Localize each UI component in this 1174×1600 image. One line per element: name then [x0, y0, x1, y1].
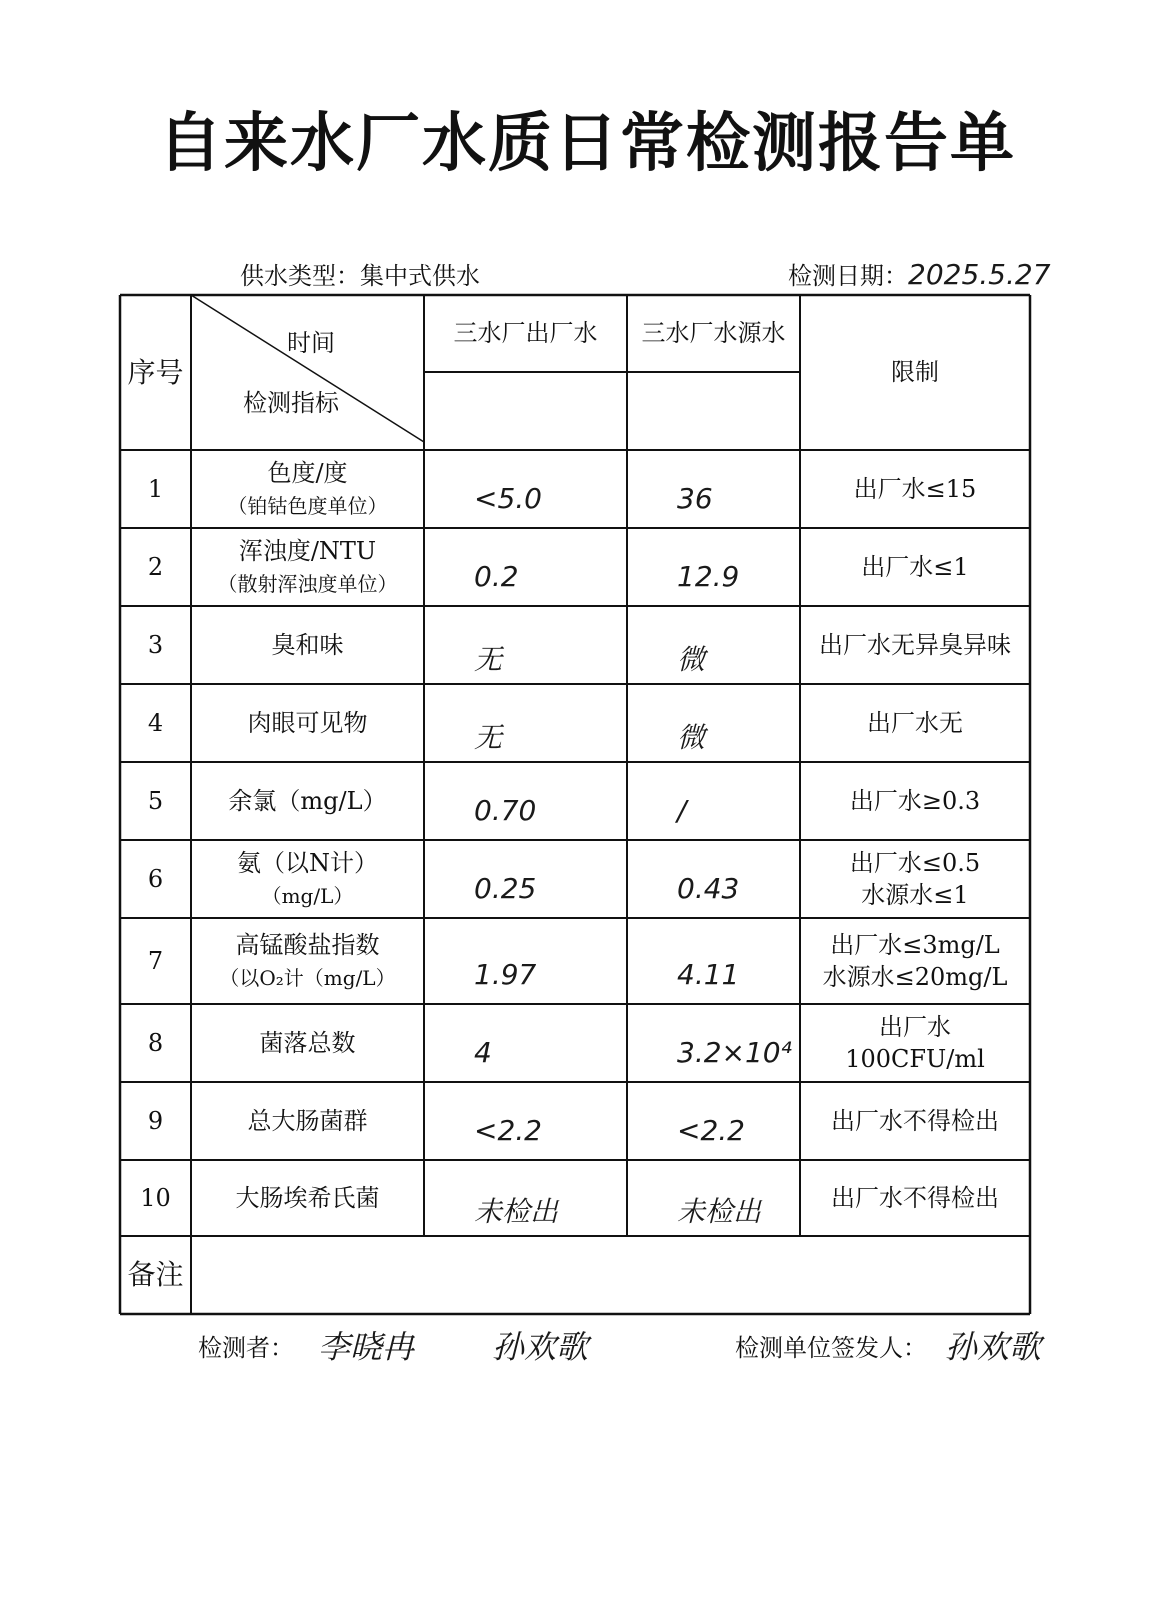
header-col-source-text: 三水厂水源水	[641, 319, 786, 348]
remarks-body	[191, 1236, 1030, 1314]
row-seq-text: 6	[147, 864, 164, 893]
row-value-source: 微	[677, 721, 706, 754]
row-indicator-name: 肉眼可见物	[247, 708, 368, 737]
row-indicator-unit: （以O₂计（mg/L）	[219, 966, 396, 990]
row-indicator	[191, 606, 424, 684]
row-seq	[120, 840, 191, 918]
report-title: 自来水厂水质日常检测报告单	[158, 107, 1016, 181]
row-value-outlet: 无	[474, 721, 503, 754]
header-limit-text: 限制	[891, 358, 939, 387]
header-limit	[800, 295, 1030, 450]
row-seq	[120, 450, 191, 528]
row-indicator	[191, 1004, 424, 1082]
row-limit	[800, 1160, 1030, 1236]
issuer-label: 检测单位签发人：	[735, 1334, 927, 1362]
row-limit-text: 出厂水≤1	[861, 552, 969, 581]
supply-type-label: 供水类型：	[240, 262, 360, 290]
row-value-source: /	[677, 794, 687, 827]
row-value-outlet: <5.0	[474, 482, 542, 515]
row-indicator	[191, 918, 424, 1004]
header-col-outlet-text: 三水厂出厂水	[453, 319, 598, 348]
header-seq	[120, 295, 191, 450]
row-value-outlet: 0.2	[474, 560, 519, 593]
cell-text	[819, 629, 1011, 661]
cell-text	[854, 473, 977, 505]
row-indicator-unit: （散射浑浊度单位）	[217, 572, 398, 596]
header-indicator	[221, 373, 361, 433]
row-limit	[800, 1004, 1030, 1082]
row-seq-text: 8	[147, 1028, 164, 1057]
row-value-outlet: 无	[474, 643, 503, 676]
row-seq	[120, 684, 191, 762]
header-seq-text: 序号	[127, 355, 184, 389]
tester-signature-1: 李晓冉	[318, 1328, 415, 1366]
tester-signature-2: 孙欢歌	[492, 1328, 589, 1366]
cell-text	[831, 1182, 999, 1214]
cell-text	[237, 847, 378, 912]
row-indicator	[191, 762, 424, 840]
remarks-label	[120, 1236, 191, 1314]
row-limit	[800, 762, 1030, 840]
row-value-source: 微	[677, 643, 706, 676]
header-time-text: 时间	[287, 328, 335, 357]
cell-text	[806, 1011, 1024, 1076]
row-value-outlet: 4	[474, 1036, 492, 1069]
row-limit-text-2: 水源水≤1	[861, 881, 969, 909]
row-indicator-unit: （mg/L）	[261, 884, 354, 908]
row-limit-text: 出厂水≤15	[853, 474, 977, 503]
cell-text	[228, 785, 386, 817]
cell-text	[867, 707, 963, 739]
row-value-source: 4.11	[677, 958, 740, 991]
supply-type-value: 集中式供水	[360, 262, 480, 290]
row-limit-text: 出厂水无异臭异味	[819, 630, 1011, 659]
tester-label: 检测者：	[198, 1334, 294, 1362]
row-value-source: 3.2×10⁴	[677, 1036, 792, 1069]
row-value-outlet: 0.70	[474, 794, 537, 827]
cell-text	[260, 1027, 356, 1059]
issuer-signature: 孙欢歌	[945, 1328, 1042, 1366]
row-seq	[120, 1082, 191, 1160]
row-limit	[800, 684, 1030, 762]
row-seq-text: 9	[147, 1106, 164, 1135]
row-limit	[800, 528, 1030, 606]
header-time	[251, 313, 371, 373]
remarks-label-text: 备注	[127, 1258, 184, 1292]
row-indicator-name: 大肠埃希氏菌	[235, 1183, 380, 1212]
row-value-source: 12.9	[677, 560, 740, 593]
row-limit-text: 出厂水≤3mg/L	[830, 930, 1000, 959]
row-limit	[800, 450, 1030, 528]
row-indicator-name: 菌落总数	[259, 1028, 356, 1057]
row-indicator-name: 高锰酸盐指数	[235, 930, 380, 959]
row-limit-text: 出厂水无	[867, 708, 963, 737]
row-value-source: 36	[677, 482, 713, 515]
cell-text	[850, 847, 980, 912]
cell-text	[861, 551, 968, 583]
row-indicator	[191, 1160, 424, 1236]
row-value-source: 未检出	[677, 1195, 762, 1228]
row-limit-text: 出厂水不得检出	[831, 1183, 999, 1212]
header-col-source	[627, 295, 800, 372]
row-limit	[800, 1082, 1030, 1160]
row-limit-text: 出厂水≤0.5	[849, 848, 981, 877]
row-seq-text: 5	[147, 786, 164, 815]
cell-text	[218, 535, 398, 600]
row-limit	[800, 840, 1030, 918]
row-seq	[120, 1160, 191, 1236]
cell-text	[248, 1105, 368, 1137]
row-indicator	[191, 840, 424, 918]
cell-text	[823, 929, 1008, 994]
cell-text	[248, 707, 368, 739]
row-indicator-name: 浑浊度/NTU	[238, 536, 377, 565]
row-indicator-name: 氨（以N计）	[237, 848, 378, 877]
row-limit-text: 出厂水 100CFU/ml	[845, 1012, 985, 1073]
row-seq	[120, 762, 191, 840]
row-limit-text: 出厂水≥0.3	[849, 786, 981, 815]
row-seq-text: 2	[147, 552, 164, 581]
row-seq-text: 1	[147, 474, 164, 503]
row-value-source: <2.2	[677, 1114, 745, 1147]
row-limit-text: 出厂水不得检出	[831, 1106, 999, 1135]
row-value-source: 0.43	[677, 872, 740, 905]
header-col-outlet	[424, 295, 627, 372]
cell-text	[236, 1182, 380, 1214]
row-seq	[120, 528, 191, 606]
header-indicator-text: 检测指标	[243, 388, 339, 417]
row-indicator-name: 总大肠菌群	[247, 1106, 368, 1135]
test-date-label: 检测日期：	[788, 262, 908, 290]
cell-text	[228, 457, 388, 522]
test-date-value: 2025.5.27	[908, 258, 1051, 291]
row-indicator-name: 臭和味	[271, 630, 344, 659]
cell-text	[831, 1105, 999, 1137]
row-seq	[120, 918, 191, 1004]
row-seq	[120, 606, 191, 684]
cell-text	[272, 629, 344, 661]
row-value-outlet: 0.25	[474, 872, 537, 905]
cell-text	[219, 929, 395, 994]
row-indicator-name: 余氯（mg/L）	[228, 786, 387, 815]
row-indicator-name: 色度/度	[267, 458, 348, 487]
row-indicator	[191, 1082, 424, 1160]
row-value-outlet: <2.2	[474, 1114, 542, 1147]
row-limit	[800, 606, 1030, 684]
cell-text	[850, 785, 980, 817]
row-limit	[800, 918, 1030, 1004]
row-value-outlet: 1.97	[474, 958, 537, 991]
row-seq	[120, 1004, 191, 1082]
row-value-outlet: 未检出	[474, 1195, 559, 1228]
row-seq-text: 7	[147, 946, 164, 975]
row-indicator	[191, 684, 424, 762]
row-seq-text: 10	[140, 1183, 171, 1212]
row-seq-text: 4	[147, 708, 164, 737]
row-limit-text-2: 水源水≤20mg/L	[822, 963, 1008, 991]
row-indicator	[191, 528, 424, 606]
row-indicator	[191, 450, 424, 528]
row-seq-text: 3	[147, 630, 164, 659]
row-indicator-unit: （铂钴色度单位）	[227, 494, 388, 518]
